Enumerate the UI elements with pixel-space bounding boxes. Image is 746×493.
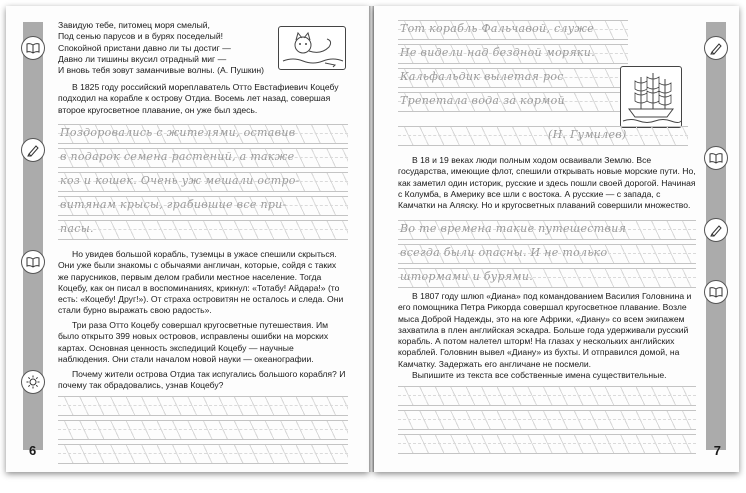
cat-at-sea-illustration: [278, 26, 346, 70]
pen-icon: [21, 138, 45, 162]
handwriting-line: Тот корабль Фальчавой, служе: [400, 22, 595, 35]
poem-line: Завидую тебе, питомец моря смелый,: [58, 20, 210, 30]
pen-icon: [704, 36, 728, 60]
handwriting-author-line: [398, 126, 688, 150]
writing-lines: [58, 396, 348, 468]
page-number: 7: [713, 443, 721, 458]
handwriting-line: Не видели над бездной моряки.: [400, 46, 595, 59]
handwriting-line: Поздоровались с жителями, оставив: [60, 126, 296, 139]
task-instruction: Выпишите из текста все собственные имена существительные.: [412, 370, 667, 380]
poem-line: Под сенью парусов и в бурях поседелый!: [58, 31, 224, 42]
handwriting-author: (Н. Гумилев): [548, 128, 627, 141]
right-side-strip: [706, 22, 726, 450]
paragraph: Три раза Отто Коцебу совершал кругосветные путешествия. Им было открыто 399 новых островов, исправлены ошибки на морских картах. Основная ценность экспедиций Коцебу — научные наблюдения. Они стали началом новой науки — океанографии.: [58, 320, 329, 364]
handwriting-line: пасы.: [60, 222, 94, 235]
paragraph: В 18 и 19 веках люди полным ходом осваивали Землю. Все государства, имеющие флот, спешили открывать новые морские пути. Но, как заметил один историк, русские и здесь пошли своей дорогой. Начиная с Колумба, в Америку все шли с востока. А русские — с запада, с Камчатки на Аляску. Но и кругосветных плаваний совершили множество.: [398, 155, 696, 211]
book-icon: [21, 36, 45, 60]
left-page: [6, 6, 369, 472]
handwriting-line: штормами и бурями.: [400, 270, 533, 283]
paragraph: В 1825 году российский мореплаватель Отто Евстафиевич Коцебу подходил на корабле к острову Отдиа. Восемь лет назад, совершая второе кругосветное плавание, он уже был здесь.: [58, 82, 339, 115]
handwriting-line: Трепетала вода за кормой: [400, 94, 565, 107]
poem-line: И вновь тебя зовут заманчивые волны. (А. Пушкин): [58, 65, 265, 76]
handwriting-line: в подарок семена растений, а также: [60, 150, 295, 163]
paragraph: Но увидев большой корабль, туземцы в ужасе спешили скрыться. Они уже были знакомы с обычаями англичан, которые, сойдя с таких же парусников, первым делом грабили местное население. Тогда Коцебу, как он писал в воспоминаниях, крикнул: «Тотабу! Айдара!» (то есть: «Коцебу! Друг!»). От страха островитян не осталось и следа. Они стали бурно выражать свою радость».: [58, 249, 344, 316]
pen-icon: [704, 218, 728, 242]
handwriting-line: всегда были опасны. И не только: [400, 246, 608, 259]
left-side-strip: [23, 22, 43, 450]
handwriting-poem-block: [398, 20, 628, 116]
poem-line: Давно ли тишины вкусил отрадный миг —: [58, 53, 227, 64]
book-icon: [704, 280, 728, 304]
book-icon: [21, 250, 45, 274]
handwriting-line: Во те времена такие путешествия: [400, 222, 627, 235]
writing-lines: [398, 386, 696, 458]
paragraph: В 1807 году шлюп «Диана» под командованием Василия Головнина и его помощника Петра Рикорда совершал кругосветное плавание. Возле мыса Доброй Надежды, это на юге Африки, «Диану» со всем экипажем захватила в плен английская эскадра. Больше года удерживали русский корабль. А потом налетел шторм! На глазах у нескольких английских кораблей. Головнин вывел «Диану» из бухты. И отправился домой, на Камчатку. Задержать его англичане не посмели.: [398, 291, 692, 369]
task-question: Почему жители острова Отдиа так испугались большого корабля? И почему так обрадовались, узнав Коцебу?: [58, 369, 346, 391]
handwriting-practice-block: [58, 124, 348, 244]
poem-line: Спокойной пристани давно ли ты достиг —: [58, 42, 231, 53]
book-icon: [704, 146, 728, 170]
handwriting-line: коз и кошек. Очень уж мешали остро-: [60, 174, 300, 187]
poem: [58, 20, 298, 76]
sun-icon: [21, 370, 45, 394]
sailing-ship-illustration: [620, 66, 682, 128]
handwriting-line: Кальфальдик вылетая рос: [400, 70, 564, 83]
handwriting-line: витянам крысы, грабившие все при-: [60, 198, 287, 211]
handwriting-practice-block: [398, 220, 696, 292]
page-number: 6: [29, 443, 37, 458]
right-page: [374, 6, 739, 472]
